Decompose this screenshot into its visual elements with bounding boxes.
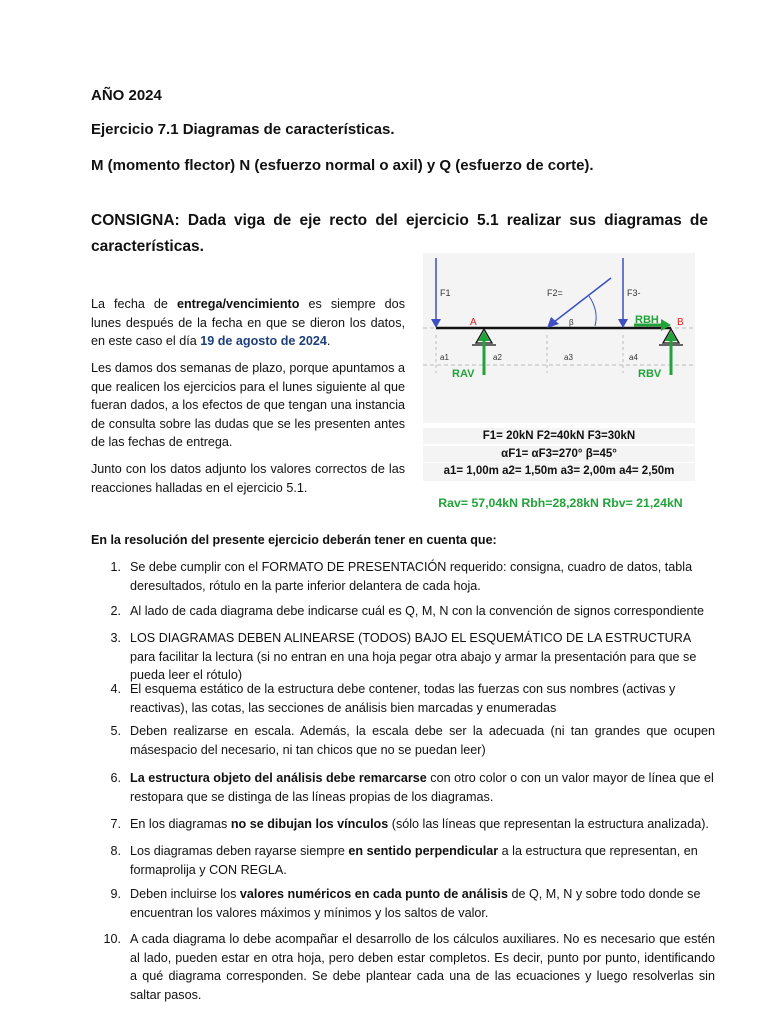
- reactions-results: Rav= 57,04kN Rbh=28,28kN Rbv= 21,24kN: [438, 496, 683, 510]
- list-text: a la estructura que representan, en formaprolija y CON REGLA.: [130, 844, 698, 877]
- label-support-a: A: [470, 317, 477, 328]
- list-text-bold: en sentido perpendicular: [348, 844, 499, 858]
- list-text: Al lado de cada diagrama debe indicarse cuál es Q, M, N con la convención de signos correspondiente: [130, 604, 705, 618]
- list-number: 10.: [103, 932, 121, 946]
- label-a4: a4: [629, 353, 638, 362]
- beam-diagram: [423, 253, 695, 423]
- list-text: Deben incluirse los: [130, 887, 240, 901]
- label-f2: F2=: [547, 288, 563, 298]
- intro-paragraph-term: Les damos dos semanas de plazo, porque apuntamos a que realicen los ejercicios para el lunes siguiente al que fueran dados, a los efectos de que tengan una instancia de consulta sobre las dudas que se les presenten antes de las fechas de entrega.: [91, 361, 405, 449]
- beta-angle-arc: [589, 296, 596, 326]
- intro-paragraph-deadline: [91, 295, 405, 351]
- intro-bold: entrega/vencimiento: [176, 297, 300, 311]
- force-f3-arrowhead: [618, 319, 628, 328]
- list-text-bold: La estructura objeto del análisis debe remarcarse: [130, 771, 427, 785]
- list-number: 6.: [110, 771, 121, 785]
- consigna-text: Dada viga de eje recto del ejercicio 5.1 realizar sus diagramas de características.: [91, 212, 708, 255]
- label-support-b: B: [677, 317, 684, 328]
- list-text: Deben realizarse en escala. Además, la escala debe ser la adecuada (ni tan grandes que ocupen másespacio del necesario, ni tan chicos que no se puedan leer): [130, 724, 715, 757]
- intro-text: es siempre dos lunes después de la fecha en que se dieron los datos, en este caso el día: [91, 297, 405, 348]
- due-date: 19 de agosto de 2024: [200, 334, 327, 348]
- data-line-angles: αF1= αF3=270° β=45°: [423, 446, 695, 462]
- exercise-title: Ejercicio 7.1 Diagramas de características.: [91, 121, 395, 138]
- list-text: El esquema estático de la estructura debe contener, todas las fuerzas con sus nombres (activas y reactivas), las cotas, las secciones de análisis bien marcadas y enumeradas: [130, 682, 676, 715]
- label-f1: F1: [440, 288, 451, 298]
- consigna-label: CONSIGNA:: [91, 212, 180, 229]
- label-f3: F3-: [627, 288, 641, 298]
- list-number: 8.: [110, 844, 121, 858]
- list-text: con otro color o con un valor mayor de línea que el restopara que se distinga de las líneas propias de los diagramas.: [130, 771, 714, 804]
- intro-text: La fecha de: [91, 297, 177, 311]
- force-f2-arrow: [554, 278, 611, 322]
- list-text: (sólo las líneas que representan la estructura analizada).: [388, 817, 709, 831]
- requirements-lead: En la resolución del presente ejercicio deberán tener en cuenta que:: [91, 533, 497, 547]
- list-number: 1.: [110, 560, 121, 574]
- label-beta: β: [569, 318, 574, 327]
- label-rbh: RBH: [635, 314, 659, 326]
- data-line-forces: F1= 20kN F2=40kN F3=30kN: [423, 428, 695, 444]
- label-a1: a1: [440, 353, 449, 362]
- list-number: 3.: [110, 631, 121, 645]
- list-number: 2.: [110, 604, 121, 618]
- list-text: LOS DIAGRAMAS DEBEN ALINEARSE (TODOS) BAJO EL ESQUEMÁTICO DE LA ESTRUCTURA para facilitar la lectura (si no entran en una hoja pegar otra abajo y armar la presentación para que se pueda leer el rótulo): [130, 631, 697, 682]
- list-text-bold: valores numéricos en cada punto de análisis: [239, 887, 508, 901]
- list-text-bold: no se dibujan los vínculos: [230, 817, 389, 831]
- label-rbv: RBV: [638, 368, 662, 380]
- intro-paragraph-reactions: Junto con los datos adjunto los valores correctos de las reacciones halladas en el ejercicio 5.1.: [91, 462, 405, 495]
- data-line-lengths: a1= 1,00m a2= 1,50m a3= 2,00m a4= 2,50m: [423, 463, 695, 481]
- list-number: 5.: [110, 724, 121, 738]
- list-text: A cada diagrama lo debe acompañar el desarrollo de los cálculos auxiliares. No es necesario que estén al lado, pueden estar en otra hoja, pero deben estar completos. Es decir, punto por punto, identificando a qué diagrama corresponden. Se debe plantear cada una de las ecuaciones y luego resolverlas sin saltar pasos.: [130, 932, 715, 1002]
- exercise-subtitle: M (momento flector) N (esfuerzo normal o axil) y Q (esfuerzo de corte).: [91, 157, 594, 174]
- list-number: 7.: [110, 817, 121, 831]
- list-number: 4.: [110, 682, 121, 696]
- label-a3: a3: [564, 353, 573, 362]
- list-text: Se debe cumplir con el FORMATO DE PRESENTACIÓN requerido: consigna, cuadro de datos, tabla deresultados, rótulo en la parte inferior delantera de cada hoja.: [130, 560, 693, 593]
- list-text: Los diagramas deben rayarse siempre: [130, 844, 349, 858]
- list-text: de Q, M, N y sobre todo donde se encuentran los valores máximos y mínimos y los saltos de valor.: [130, 887, 701, 920]
- list-text: En los diagramas: [130, 817, 231, 831]
- list-number: 9.: [110, 887, 121, 901]
- label-rav: RAV: [452, 368, 475, 380]
- label-a2: a2: [493, 353, 502, 362]
- intro-text: .: [326, 334, 331, 348]
- year-heading: AÑO 2024: [91, 87, 162, 104]
- force-f1-arrowhead: [431, 319, 441, 328]
